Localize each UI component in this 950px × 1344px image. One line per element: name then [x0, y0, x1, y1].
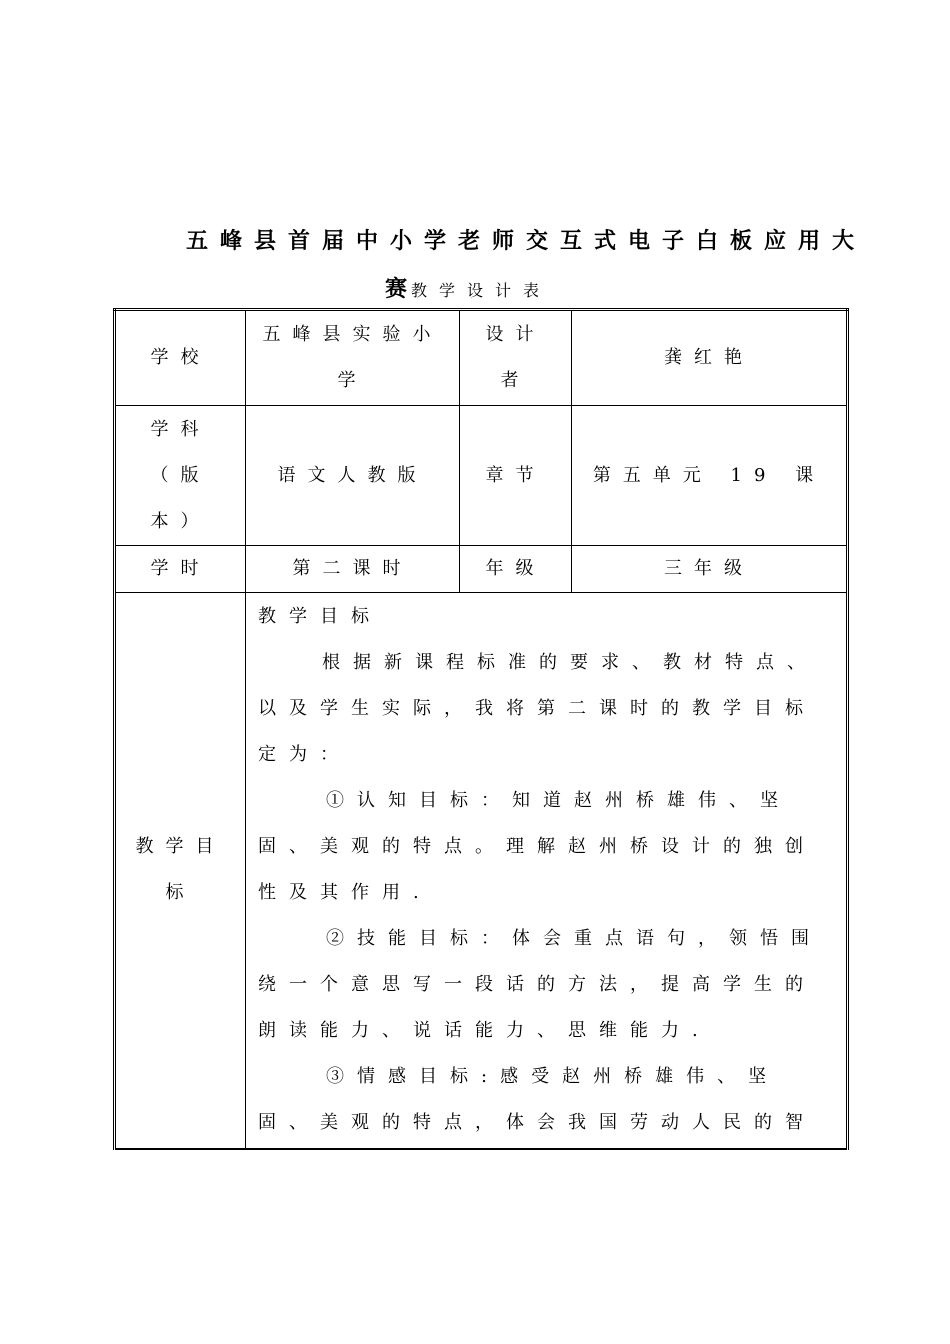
- row-goals: [115, 593, 848, 1149]
- goal-label-cell: [115, 593, 246, 1149]
- goal-content-cell: [246, 593, 848, 1149]
- goal-skill-line: 朗读能力、说话能力、思维能力.: [258, 1020, 711, 1042]
- subject-label-cell: [115, 406, 246, 546]
- period-label-cell: [115, 546, 246, 593]
- goal-label-line1: 教学目: [135, 836, 226, 858]
- subject-label-line1: 学科: [150, 418, 211, 440]
- period-value: 第二课时: [292, 558, 413, 579]
- period-label: 学时: [150, 558, 211, 579]
- designer-label-line1: 设计: [485, 324, 546, 345]
- chapter-value-cell: [572, 406, 848, 546]
- goal-skill-line: ②技能目标：体会重点语句，领悟围: [326, 928, 822, 950]
- designer-value-cell: [572, 310, 848, 406]
- goal-skill-line: 绕一个意思写一段话的方法，提高学生的: [258, 974, 816, 996]
- chapter-label: 章节: [485, 464, 546, 486]
- subject-value: 语文人教版: [277, 464, 428, 486]
- goal-paragraph-line: 根据新课程标准的要求、教材特点、: [322, 652, 818, 674]
- subject-label-line3: 本）: [150, 510, 211, 532]
- design-form-table: [113, 308, 849, 1150]
- document-title: 五峰县首届中小学老师交互式电子白板应用大: [186, 229, 867, 254]
- goal-paragraph-line: 以及学生实际，我将第二课时的教学目标: [258, 698, 816, 720]
- goal-cognitive-line: ①认知目标：知道赵州桥雄伟、坚: [326, 790, 791, 812]
- school-value-cell: [246, 310, 460, 406]
- designer-value: 龚红艳: [664, 347, 754, 368]
- grade-value: 三年级: [664, 558, 754, 579]
- goal-emotion-line: 固、美观的特点，体会我国劳动人民的智: [258, 1112, 816, 1134]
- designer-label-line2: 者: [500, 370, 531, 391]
- chapter-value: 第五单元 19 课: [592, 464, 826, 486]
- grade-label-cell: [460, 546, 572, 593]
- grade-label: 年级: [485, 558, 546, 579]
- chapter-label-cell: [460, 406, 572, 546]
- grade-value-cell: [572, 546, 848, 593]
- school-value-line1: 五峰县实验小: [262, 324, 443, 345]
- school-value-line2: 学: [337, 370, 368, 391]
- goal-label-line2: 标: [165, 882, 196, 904]
- row-period: [115, 546, 848, 593]
- goal-paragraph-line: 定为：: [258, 744, 351, 766]
- goal-emotion-line: ③情感目标:感受赵州桥雄伟、坚: [326, 1066, 780, 1088]
- row-school: [115, 310, 848, 406]
- subject-value-cell: [246, 406, 460, 546]
- goal-cognitive-line: 固、美观的特点。理解赵州桥设计的独创: [258, 836, 816, 858]
- designer-label-cell: [460, 310, 572, 406]
- subject-label-line2: （版: [150, 464, 211, 486]
- goal-cognitive-line: 性及其作用.: [258, 882, 432, 904]
- school-label-cell: [115, 310, 246, 406]
- goal-heading: 教学目标: [258, 606, 382, 628]
- row-subject: [115, 406, 848, 546]
- form-type-label: 教学设计表: [411, 281, 552, 300]
- document-subtitle: [385, 272, 551, 303]
- period-value-cell: [246, 546, 460, 593]
- school-label: 学校: [150, 347, 211, 368]
- title-continuation: 赛: [385, 277, 408, 302]
